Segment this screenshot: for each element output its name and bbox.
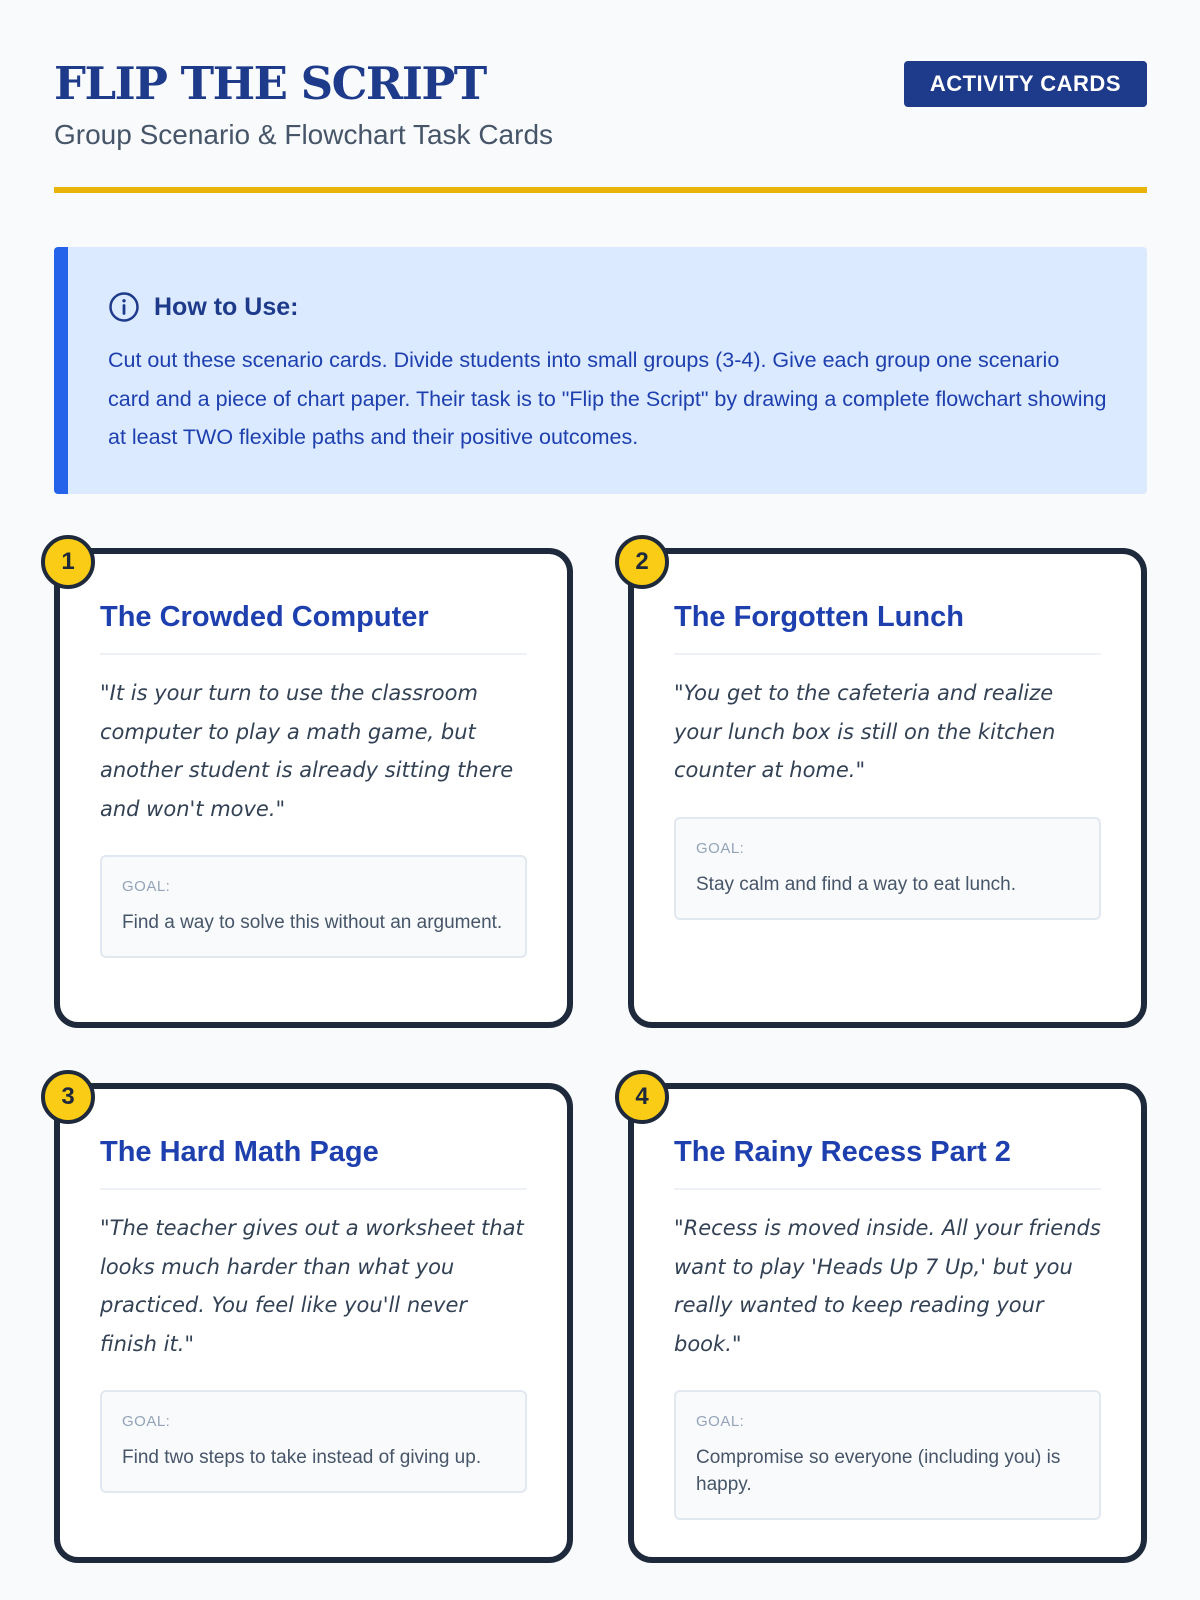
page-header (54, 58, 1147, 198)
goal-text: Find a way to solve this without an argument. (122, 912, 503, 933)
goal-label: GOAL: (696, 1413, 745, 1430)
card-scenario: "The teacher gives out a worksheet that looks much harder than what you practiced. You feel like you'll never finish it." (100, 1216, 524, 1356)
card-number-badge: 2 (615, 535, 669, 589)
card-goal-box (674, 817, 1101, 920)
scenario-card-2 (628, 548, 1147, 1028)
card-goal-box (100, 1390, 527, 1493)
goal-label: GOAL: (122, 1413, 171, 1430)
card-number-badge: 4 (615, 1070, 669, 1124)
goal-text: Find two steps to take instead of giving up. (122, 1447, 482, 1468)
goal-label: GOAL: (122, 878, 171, 895)
card-scenario: "Recess is moved inside. All your friends want to play 'Heads Up 7 Up,' but you really wanted to keep reading your book." (674, 1216, 1101, 1356)
goal-label: GOAL: (696, 839, 745, 857)
how-to-use-text: Cut out these scenario cards. Divide students into small groups (3-4). Give each group one scenario card and a piece of chart paper. Their task is to "Flip the Script" by drawing a complete flowchart showing at least TWO flexible paths and their positive outcomes. (108, 348, 1107, 449)
card-title: The Crowded Computer (100, 600, 527, 655)
card-goal-box (100, 855, 527, 958)
card-title: The Forgotten Lunch (674, 600, 1101, 655)
card-scenario: "It is your turn to use the classroom computer to play a math game, but another student is already sitting there and won't move." (100, 681, 514, 821)
page-subtitle: Group Scenario & Flowchart Task Cards (54, 119, 554, 150)
how-to-use-title: How to Use: (154, 292, 299, 321)
how-to-use-header (108, 289, 1107, 325)
card-title: The Hard Math Page (100, 1135, 527, 1190)
card-number-badge: 3 (41, 1070, 95, 1124)
page-title: FLIP THE SCRIPT (54, 57, 486, 110)
info-icon (108, 291, 140, 323)
card-goal-box (674, 1390, 1101, 1520)
goal-text: Stay calm and find a way to eat lunch. (696, 873, 1017, 895)
card-number-badge: 1 (41, 535, 95, 589)
scenario-card-4 (628, 1083, 1147, 1563)
scenario-card-3 (54, 1083, 573, 1563)
card-scenario: "You get to the cafeteria and realize your lunch box is still on the kitchen counter at home." (674, 681, 1056, 782)
header-divider (54, 187, 1147, 193)
card-title: The Rainy Recess Part 2 (674, 1135, 1101, 1190)
task-card-page (54, 0, 1147, 1600)
scenario-card-1 (54, 548, 573, 1028)
goal-text: Compromise so everyone (including you) is happy. (696, 1447, 1061, 1495)
how-to-use-box (54, 247, 1147, 494)
activity-cards-badge: ACTIVITY CARDS (904, 61, 1147, 107)
